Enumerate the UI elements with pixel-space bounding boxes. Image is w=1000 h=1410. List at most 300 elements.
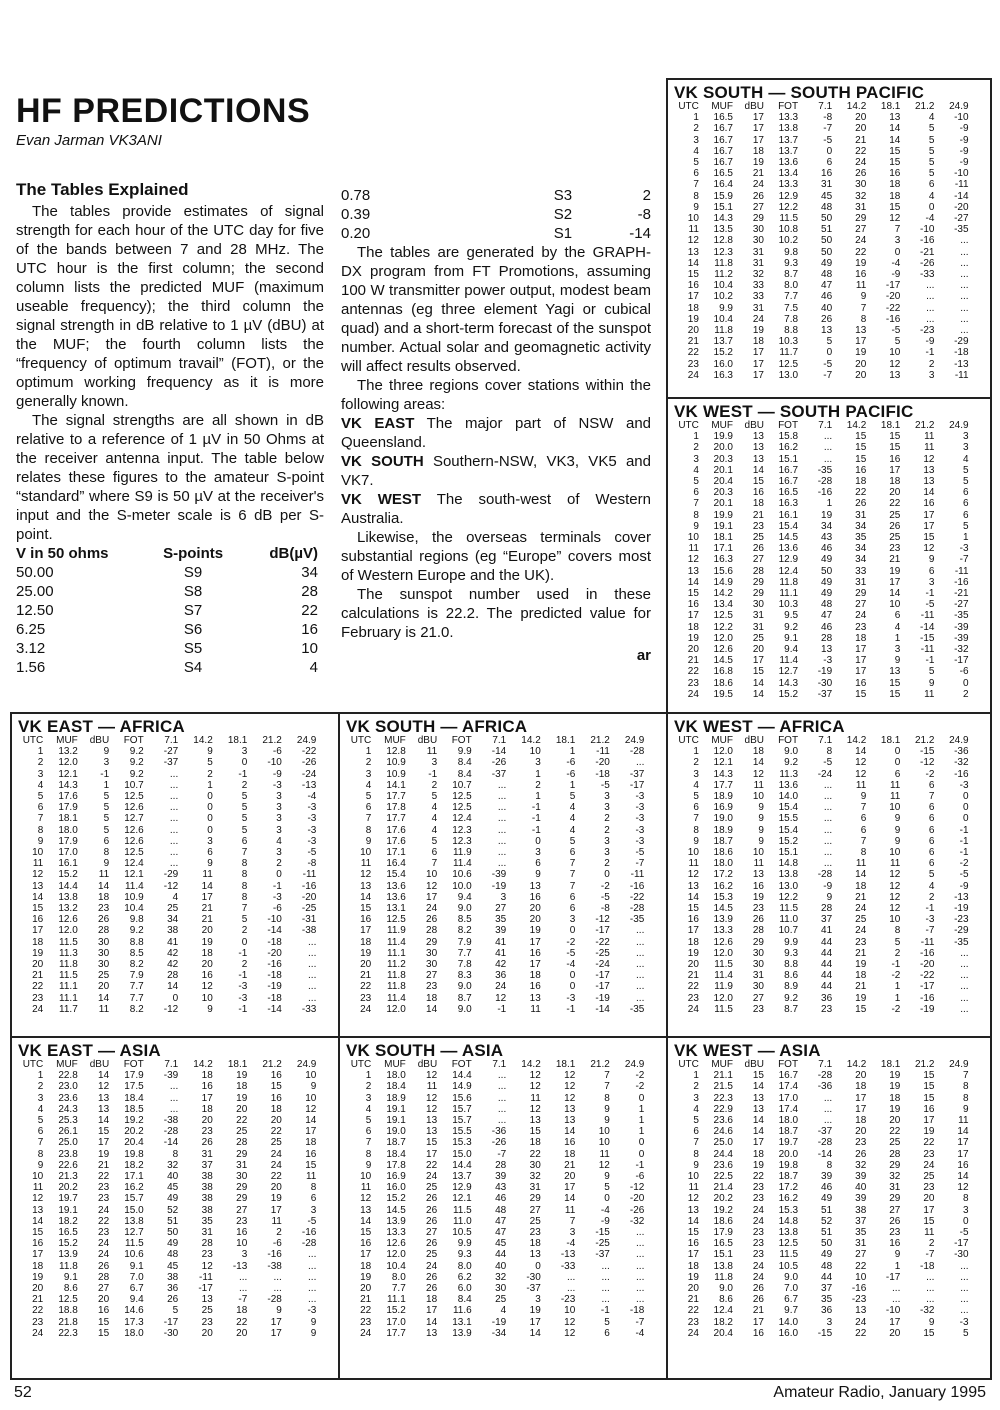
table-cell: 18.0 bbox=[124, 1327, 144, 1339]
table-cell: 5 bbox=[241, 791, 248, 803]
table-cell: -4 bbox=[925, 213, 935, 225]
table-cell: -3 bbox=[959, 543, 969, 555]
table-cell: 20 bbox=[270, 1182, 282, 1194]
table-cell: 18 bbox=[201, 947, 213, 959]
table-cell: 28 bbox=[167, 970, 179, 982]
table-cell: 6 bbox=[365, 802, 372, 814]
table-cell: -1 bbox=[959, 835, 969, 847]
table-cell: 8.4 bbox=[457, 1294, 472, 1306]
table-cell: 11.4 bbox=[387, 992, 406, 1004]
table-cell: -9 bbox=[600, 1215, 610, 1227]
table-cell: 7.7 bbox=[457, 947, 472, 959]
column-header: 21.2 bbox=[914, 735, 935, 746]
table-row bbox=[674, 291, 984, 302]
table-cell: 13.8 bbox=[713, 1260, 733, 1272]
table-cell: 10.0 bbox=[452, 880, 472, 892]
table-cell: 1 bbox=[365, 746, 372, 758]
table-cell: ... bbox=[308, 981, 317, 993]
table-cell: 8.2 bbox=[457, 925, 472, 937]
table-cell: 35 bbox=[201, 1215, 213, 1227]
table-cell: 13 bbox=[201, 1294, 213, 1306]
table-row bbox=[674, 588, 984, 599]
table-cell: 44 bbox=[821, 959, 833, 971]
table-cell: 50 bbox=[167, 1227, 179, 1239]
table-cell: 23 bbox=[752, 1238, 764, 1250]
table-cell: 10 bbox=[529, 746, 541, 758]
table-cell: 24 bbox=[752, 1260, 764, 1272]
table-cell: 21.8 bbox=[58, 1316, 78, 1328]
table-cell: 31 bbox=[855, 576, 867, 588]
table-cell: 21 bbox=[687, 336, 699, 348]
table-cell: -7 bbox=[635, 858, 645, 870]
table-cell: 11 bbox=[688, 1182, 699, 1194]
table-cell: -11 bbox=[954, 369, 969, 381]
table-row bbox=[674, 1004, 984, 1015]
table-cell: 11 bbox=[599, 1148, 610, 1160]
table-cell: 10.9 bbox=[386, 757, 406, 769]
table-cell: ... bbox=[926, 280, 935, 292]
table-cell: 5 bbox=[431, 835, 438, 847]
column-header: FOT bbox=[123, 1059, 144, 1070]
table-cell: 12.1 bbox=[124, 869, 144, 881]
table-cell: 9 bbox=[860, 791, 867, 803]
table-cell: 7 bbox=[569, 869, 576, 881]
table-cell: 3 bbox=[207, 835, 213, 847]
region-west: VK WEST The south-west of Western Australia. bbox=[341, 491, 651, 527]
table-cell: 18 bbox=[426, 992, 438, 1004]
table-cell: 11 bbox=[753, 858, 764, 870]
table-cell: 13 bbox=[855, 1305, 867, 1317]
table-cell: ... bbox=[601, 1260, 610, 1272]
table-cell: -25 bbox=[595, 947, 610, 959]
table-row bbox=[18, 1261, 332, 1272]
table-cell: ... bbox=[960, 959, 969, 971]
table-row bbox=[18, 1171, 332, 1182]
table-cell: 3 bbox=[962, 431, 969, 443]
table-cell: 2 bbox=[431, 779, 438, 791]
table-cell: 26 bbox=[752, 1294, 764, 1306]
table-cell: 19.8 bbox=[124, 1148, 144, 1160]
table-cell: 2 bbox=[365, 1081, 372, 1093]
table-cell: -20 bbox=[920, 959, 935, 971]
table-cell: 16 bbox=[752, 1327, 764, 1339]
spoint-cell: S8 bbox=[183, 583, 203, 600]
table-cell: 15.2 bbox=[386, 1193, 406, 1205]
spoint-table bbox=[16, 544, 324, 677]
table-cell: 15.7 bbox=[452, 1115, 472, 1127]
table-cell: 38 bbox=[201, 1204, 213, 1216]
table-cell: 17 bbox=[529, 959, 541, 971]
table-cell: 31 bbox=[855, 1238, 867, 1250]
table-cell: ... bbox=[960, 1260, 969, 1272]
table-cell: 6 bbox=[860, 813, 867, 825]
table-cell: 5 bbox=[241, 813, 248, 825]
table-row bbox=[674, 836, 984, 847]
table-cell: 10 bbox=[752, 791, 764, 803]
table-cell: -24 bbox=[595, 959, 610, 971]
table-cell: 6 bbox=[928, 835, 935, 847]
table-row bbox=[346, 1317, 660, 1328]
table-row bbox=[346, 1093, 660, 1104]
table-cell: 30 bbox=[752, 947, 764, 959]
paragraph: The signal strengths are all shown in dB relative to a reference of 1 µV in 50 Ohms at the receiver antenna input. The table below relates these figures to the amateur S-point “standard” where S9 is 50 µV at the receiver's input and the S-meter scale is 6 dB per S-point. bbox=[16, 412, 324, 543]
table-cell: 16 bbox=[687, 280, 699, 292]
column-header: 7.1 bbox=[492, 1059, 507, 1070]
table-row bbox=[346, 903, 660, 914]
table-cell: 9 bbox=[310, 1327, 317, 1339]
table-cell: -22 bbox=[595, 936, 610, 948]
table-cell: 5 bbox=[928, 145, 935, 157]
table-cell: 31 bbox=[855, 509, 867, 521]
table-cell: 20 bbox=[201, 1115, 213, 1127]
table-cell: 6 bbox=[928, 802, 935, 814]
table-cell: 7 bbox=[962, 1070, 969, 1082]
table-cell: -37 bbox=[817, 688, 833, 700]
table-cell: 50 bbox=[821, 246, 833, 258]
table-cell: 24 bbox=[752, 1204, 764, 1216]
table-cell: 17 bbox=[201, 1092, 213, 1104]
column-header: 14.2 bbox=[846, 420, 867, 431]
table-row bbox=[674, 224, 984, 235]
table-cell: 9.9 bbox=[719, 302, 733, 314]
table-cell: 30 bbox=[426, 959, 438, 971]
table-cell: 10 bbox=[889, 847, 901, 859]
table-cell: 18 bbox=[687, 1260, 699, 1272]
table-cell: 14.0 bbox=[778, 1316, 799, 1328]
table-cell: 14 bbox=[32, 891, 44, 903]
table-cell: 9.2 bbox=[129, 768, 144, 780]
table-cell: -10 bbox=[885, 1305, 901, 1317]
column-header: 24.9 bbox=[296, 735, 317, 746]
table-cell: 11 bbox=[360, 1182, 372, 1194]
table-cell: -9 bbox=[959, 134, 969, 146]
table-cell: -17 bbox=[198, 1283, 213, 1295]
spoint-cell: S1 bbox=[553, 225, 573, 242]
table-cell: 11 bbox=[426, 746, 438, 758]
table-cell: 11.5 bbox=[779, 213, 799, 225]
table-cell: 16 bbox=[32, 1238, 44, 1250]
table-cell: -9 bbox=[959, 123, 969, 135]
table-cell: 25.0 bbox=[58, 1137, 78, 1149]
table-cell: 24 bbox=[426, 1171, 438, 1183]
table-cell: -28 bbox=[163, 1126, 179, 1138]
table-cell: 11 bbox=[360, 858, 372, 870]
table-cell: 9 bbox=[928, 1316, 935, 1328]
table-cell: 14.3 bbox=[713, 768, 733, 780]
column-header: 7.1 bbox=[164, 735, 179, 746]
table-cell: 13.6 bbox=[778, 157, 799, 169]
table-cell: 16 bbox=[201, 1081, 213, 1093]
table-cell: 10 bbox=[305, 1070, 317, 1082]
table-cell: 2 bbox=[604, 824, 610, 836]
table-cell: 7.9 bbox=[457, 936, 472, 948]
table-cell: 18 bbox=[687, 302, 699, 314]
table-cell: 13.0 bbox=[778, 880, 799, 892]
table-cell: 17.2 bbox=[713, 869, 733, 881]
table-cell: 20.4 bbox=[713, 1327, 733, 1339]
table-row bbox=[18, 847, 332, 858]
table-cell: 12 bbox=[889, 869, 901, 881]
table-cell: 13.6 bbox=[778, 543, 799, 555]
table-row bbox=[674, 689, 984, 700]
table-cell: 11 bbox=[271, 1215, 282, 1227]
table-cell: ... bbox=[926, 1283, 935, 1295]
column-header: 18.1 bbox=[880, 1059, 901, 1070]
table-cell: -1 bbox=[600, 1305, 610, 1317]
table-cell: 10.3 bbox=[778, 599, 799, 611]
table-cell: 19.0 bbox=[713, 813, 733, 825]
table-vk-east-asia bbox=[12, 1038, 338, 1378]
table-cell: -17 bbox=[954, 1238, 969, 1250]
table-cell: -14 bbox=[267, 925, 282, 937]
table-cell: 26 bbox=[98, 914, 110, 926]
spoint-header: S-points bbox=[163, 545, 224, 562]
table-cell: ... bbox=[169, 847, 179, 859]
table-cell: 14 bbox=[752, 1126, 764, 1138]
table-cell: 36 bbox=[821, 992, 833, 1004]
table-row bbox=[674, 666, 984, 677]
table-cell: 35 bbox=[821, 1294, 833, 1306]
table-cell: 24.4 bbox=[713, 1148, 733, 1160]
table-cell: 20 bbox=[855, 123, 867, 135]
table-cell: 9 bbox=[365, 835, 372, 847]
table-cell: 10 bbox=[564, 1305, 576, 1317]
table-cell: 10 bbox=[889, 347, 901, 359]
signoff: ar bbox=[636, 647, 651, 664]
spoint-cell: S2 bbox=[553, 206, 573, 223]
column-header: MUF bbox=[56, 1059, 78, 1070]
table-cell: 4 bbox=[365, 1103, 372, 1115]
table-cell: -18 bbox=[954, 347, 969, 359]
table-cell: 8.6 bbox=[784, 970, 799, 982]
table-cell: ... bbox=[566, 1283, 576, 1295]
table-cell: 19 bbox=[687, 313, 699, 325]
spoint-cell: 0.20 bbox=[341, 225, 371, 242]
table-cell: 10.4 bbox=[713, 313, 733, 325]
table-cell: 13.2 bbox=[58, 746, 78, 758]
table-cell: ... bbox=[308, 1249, 317, 1261]
table-cell: 12.1 bbox=[58, 768, 78, 780]
table-row bbox=[674, 914, 984, 925]
table-cell: 23 bbox=[201, 1316, 213, 1328]
table-cell: 15 bbox=[923, 532, 935, 544]
table-cell: 19.2 bbox=[124, 1115, 144, 1127]
table-cell: 17 bbox=[426, 891, 438, 903]
table-cell: 2 bbox=[241, 959, 248, 971]
table-cell: 1 bbox=[37, 1070, 44, 1082]
table-cell: 12 bbox=[564, 1316, 576, 1328]
table-cell: 12 bbox=[305, 1103, 317, 1115]
table-cell: 18 bbox=[752, 336, 764, 348]
table-cell: 6 bbox=[535, 858, 541, 870]
table-cell: 8.5 bbox=[129, 947, 144, 959]
table-cell: 10.6 bbox=[124, 1249, 144, 1261]
table-cell: 11.7 bbox=[59, 1003, 78, 1015]
table-cell: -27 bbox=[954, 599, 969, 611]
table-cell: 14 bbox=[687, 891, 699, 903]
table-cell: 7 bbox=[365, 1137, 372, 1149]
table-cell: 23 bbox=[98, 1193, 110, 1205]
table-cell: -17 bbox=[595, 970, 610, 982]
table-cell: 1 bbox=[569, 746, 576, 758]
table-cell: 3 bbox=[693, 453, 699, 465]
table-row bbox=[18, 858, 332, 869]
table-cell: 0 bbox=[569, 925, 576, 937]
table-row bbox=[346, 1160, 660, 1171]
table-row bbox=[346, 937, 660, 948]
table-cell: 9 bbox=[894, 835, 901, 847]
table-cell: 22 bbox=[98, 1171, 110, 1183]
table-cell: 13 bbox=[821, 325, 833, 337]
table-cell: -22 bbox=[920, 970, 935, 982]
table-cell: 18.1 bbox=[58, 813, 78, 825]
table-cell: 1 bbox=[535, 791, 541, 803]
table-cell: -5 bbox=[891, 325, 901, 337]
table-cell: -1 bbox=[566, 1003, 576, 1015]
table-row bbox=[18, 1081, 332, 1092]
column-header: 7.1 bbox=[818, 1059, 833, 1070]
table-cell: 17 bbox=[752, 369, 764, 381]
table-cell: 12 bbox=[687, 235, 699, 247]
table-cell: 15 bbox=[687, 903, 699, 915]
table-cell: 29 bbox=[236, 1182, 248, 1194]
table-cell: 2 bbox=[535, 779, 541, 791]
table-cell: 8.3 bbox=[457, 970, 472, 982]
table-cell: 18.7 bbox=[713, 835, 733, 847]
table-cell: -17 bbox=[885, 1271, 901, 1283]
table-cell: 16.0 bbox=[386, 1182, 406, 1194]
table-cell: 27 bbox=[426, 970, 438, 982]
table-cell: 42 bbox=[495, 959, 507, 971]
table-cell: -1 bbox=[428, 768, 438, 780]
table-cell: -22 bbox=[629, 891, 645, 903]
table-cell: 5 bbox=[962, 464, 969, 476]
table-cell: 24 bbox=[270, 1159, 282, 1171]
table-cell: 51 bbox=[821, 1227, 833, 1239]
table-cell: -16 bbox=[267, 1249, 282, 1261]
table-cell: 44 bbox=[821, 970, 833, 982]
table-cell: -6 bbox=[272, 1238, 282, 1250]
table-cell: 14 bbox=[32, 1215, 44, 1227]
table-cell: 3 bbox=[500, 891, 507, 903]
table-cell: 19.1 bbox=[713, 520, 733, 532]
table-cell: 9.8 bbox=[784, 246, 799, 258]
table-cell: -29 bbox=[954, 925, 969, 937]
table-cell: 13 bbox=[360, 880, 372, 892]
table-cell: 9.2 bbox=[129, 746, 144, 758]
table-cell: 6 bbox=[103, 835, 110, 847]
table-cell: 20 bbox=[98, 1294, 110, 1306]
table-cell: -11 bbox=[954, 179, 969, 191]
table-cell: 2 bbox=[276, 1227, 282, 1239]
table-cell: 4 bbox=[928, 880, 935, 892]
table-cell: 6 bbox=[928, 565, 935, 577]
table-cell: 11.9 bbox=[387, 925, 406, 937]
table-cell: -28 bbox=[629, 903, 645, 915]
table-cell: 20 bbox=[889, 1115, 901, 1127]
table-cell: -3 bbox=[959, 779, 969, 791]
table-cell: -1 bbox=[100, 768, 110, 780]
table-cell: 17 bbox=[889, 576, 901, 588]
column-header: 24.9 bbox=[296, 1059, 317, 1070]
table-cell: 15.2 bbox=[58, 869, 78, 881]
table-cell: 14 bbox=[855, 746, 867, 758]
table-cell: 12 bbox=[201, 981, 213, 993]
table-cell: 12 bbox=[889, 213, 901, 225]
table-row bbox=[674, 1104, 984, 1115]
table-cell: 23 bbox=[821, 1003, 833, 1015]
table-cell: 8.7 bbox=[457, 992, 472, 1004]
table-cell: 8 bbox=[826, 1159, 833, 1171]
table-cell: 6 bbox=[928, 858, 935, 870]
table-cell: 13 bbox=[889, 112, 901, 124]
table-cell: 16 bbox=[360, 914, 372, 926]
table-cell: ... bbox=[636, 1260, 645, 1272]
table-cell: 5 bbox=[241, 914, 248, 926]
table-cell: 14 bbox=[98, 1115, 110, 1127]
table-cell: ... bbox=[823, 847, 833, 859]
table-cell: ... bbox=[636, 947, 645, 959]
table-cell: 7 bbox=[894, 224, 901, 236]
table-cell: 11 bbox=[564, 1204, 576, 1216]
table-cell: 5 bbox=[962, 520, 969, 532]
table-cell: -5 bbox=[566, 947, 576, 959]
region-east: VK EAST The major part of NSW and Queensland. bbox=[341, 415, 651, 451]
table-cell: 11 bbox=[32, 858, 44, 870]
table-cell: 2 bbox=[928, 1238, 935, 1250]
table-cell: 7 bbox=[37, 813, 44, 825]
table-cell: 11 bbox=[688, 543, 699, 555]
spoint-cell: 1.56 bbox=[16, 659, 46, 676]
table-cell: 45 bbox=[167, 1260, 179, 1272]
table-cell: -12 bbox=[163, 1003, 179, 1015]
table-cell: 23 bbox=[201, 1249, 213, 1261]
table-cell: ... bbox=[823, 802, 833, 814]
table-cell: 4 bbox=[500, 1305, 507, 1317]
table-cell: 26 bbox=[167, 1294, 179, 1306]
table-cell: 17.7 bbox=[386, 1327, 406, 1339]
table-cell: 24 bbox=[923, 1159, 935, 1171]
table-cell: 20.3 bbox=[713, 453, 733, 465]
table-cell: 16 bbox=[529, 981, 541, 993]
table-cell: 8 bbox=[693, 509, 699, 521]
table-cell: 23 bbox=[752, 1227, 764, 1239]
table-cell: 22 bbox=[426, 1159, 438, 1171]
table-row bbox=[674, 269, 984, 280]
table-cell: 0 bbox=[172, 992, 179, 1004]
table-cell: 31 bbox=[889, 1182, 901, 1194]
table-row bbox=[18, 769, 332, 780]
table-cell: 9 bbox=[37, 1159, 44, 1171]
table-cell: 15 bbox=[889, 677, 901, 689]
table-cell: 11.8 bbox=[387, 981, 406, 993]
table-cell: 29 bbox=[889, 1193, 901, 1205]
table-cell: 39 bbox=[821, 1171, 833, 1183]
table-cell: 29 bbox=[752, 213, 764, 225]
table-cell: ... bbox=[823, 442, 833, 454]
table-cell: 17 bbox=[426, 1305, 438, 1317]
table-cell: 17 bbox=[270, 1204, 282, 1216]
table-cell: 23.6 bbox=[713, 1159, 733, 1171]
table-cell: -3 bbox=[635, 802, 645, 814]
table-cell: 12.5 bbox=[124, 791, 144, 803]
table-cell: 7.8 bbox=[457, 959, 472, 971]
table-cell: 8 bbox=[860, 847, 867, 859]
table-cell: 4 bbox=[431, 824, 438, 836]
publication-footer: Amateur Radio, January 1995 bbox=[773, 1384, 986, 1401]
table-cell: 16.7 bbox=[713, 123, 733, 135]
table-cell: 3 bbox=[37, 768, 44, 780]
